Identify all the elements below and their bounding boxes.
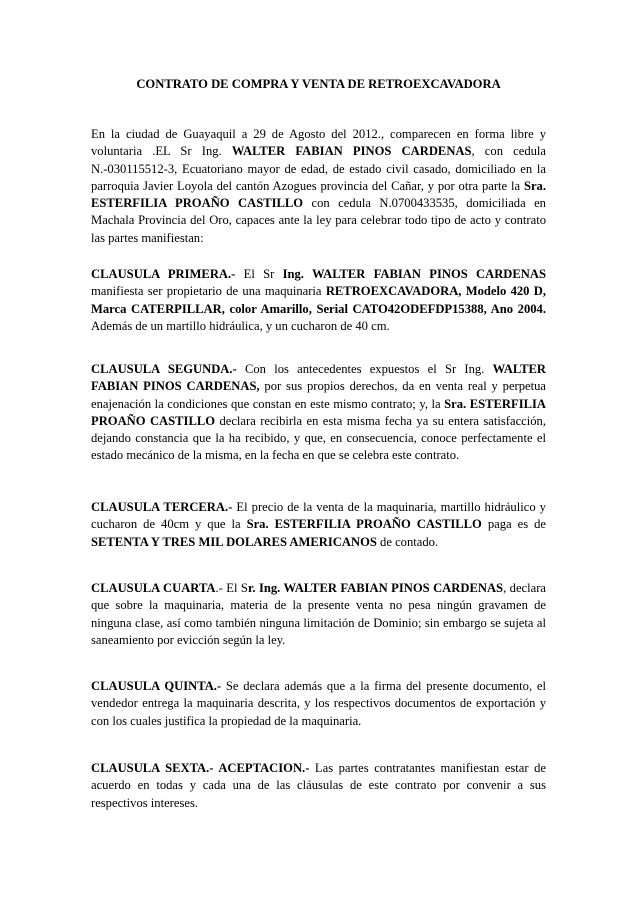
intro-text-run: , con cedula N.-030115512-3, Ecuatoriano mayor de edad, de estado civil casado, domiciliado en la parroquia Javier Loyola del cantón Azogues provincia del Cañar, y por otra parte la: [91, 144, 546, 193]
clausula-primera-bold-run: RETROEXCAVADORA, Modelo 420 D, Marca CATERPILLAR, color Amarillo, Serial CATO42ODEFDP15388, Ano 2004.: [91, 284, 547, 316]
clausula-quinta: [91, 678, 546, 730]
clausula-tercera-text-run: de contado.: [376, 534, 439, 549]
clausula-primera-text-run: El Sr: [235, 267, 283, 281]
clausula-cuarta: [91, 580, 546, 649]
clausula-segunda-text-run: por sus propios derechos, da en venta real y perpetua enajenación la condiciones que constan en este mismo contrato; y, la: [91, 379, 547, 411]
clausula-primera-text-run: Además de un martillo hidráulica, y un cucharon de 40 cm.: [91, 318, 390, 333]
clausula-tercera: [91, 499, 546, 551]
clausula-primera-bold-run: Ing. WALTER FABIAN PINOS CARDENAS: [282, 267, 546, 281]
clausula-tercera-text-run: paga es de: [481, 517, 546, 532]
clausula-primera-text-run: manifiesta ser propietario de una maquinaria: [91, 284, 326, 299]
intro-bold-run: Sra. ESTERFILIA PROAÑO CASTILLO: [91, 178, 546, 211]
clausula-sexta-bold-run: CLAUSULA SEXTA.- ACEPTACION.-: [91, 761, 310, 775]
clausula-cuarta-text-run: .- El S: [215, 581, 248, 595]
clausula-tercera-bold-run: CLAUSULA TERCERA.-: [91, 500, 233, 514]
clausula-cuarta-bold-run: CLAUSULA CUARTA: [91, 581, 216, 595]
intro-paragraph: [91, 126, 546, 247]
clausula-primera: [91, 266, 546, 335]
clausula-quinta-bold-run: CLAUSULA QUINTA.-: [91, 679, 222, 693]
clausula-quinta-text-run: Se declara además que a la firma del presente documento, el vendedor entrega la maquinaria descrita, y los respectivos documentos de exportación y con los cuales justifica la propiedad de la maquinaria.: [91, 679, 546, 728]
clausula-sexta: [91, 760, 546, 812]
clausula-tercera-bold-run: Sra. ESTERFILIA PROAÑO CASTILLO: [246, 517, 482, 532]
intro-text-run: En la ciudad de Guayaquil a 29 de Agosto del 2012., comparecen en forma libre y voluntaria .EL Sr Ing.: [91, 127, 546, 159]
clausula-tercera-text-run: El precio de la venta de la maquinaria, martillo hidráulico y cucharon de 40cm y que la: [91, 500, 546, 532]
clausula-segunda-bold-run: Sra. ESTERFILIA PROAÑO CASTILLO: [91, 396, 546, 428]
clausula-segunda: [91, 361, 546, 465]
intro-text-run: con cedula N.0700433535, domiciliada en Machala Provincia del Oro, capaces ante la ley para celebrar todo tipo de acto y contrato las partes manifiestan:: [91, 196, 546, 245]
clausula-segunda-bold-run: WALTER FABIAN PINOS CARDENAS,: [91, 362, 546, 394]
clausula-tercera-bold-run: SETENTA Y TRES MIL DOLARES AMERICANOS: [91, 534, 377, 549]
clausula-primera-bold-run: CLAUSULA PRIMERA.-: [91, 267, 236, 281]
intro-bold-run: WALTER FABIAN PINOS CARDENAS: [231, 144, 472, 159]
clausula-segunda-text-run: declara recibirla en esta misma fecha ya su entera satisfacción, dejando constancia que la ha recibido, y que, en consecuencia, conoce perfectamente el estado mecánico de la misma, en la fecha en que se celebra este contrato.: [91, 413, 547, 463]
clausula-sexta-text-run: Las partes contratantes manifiestan estar de acuerdo en todas y cada una de las cláusulas de este contrato por convenir a sus respectivos intereses.: [91, 761, 546, 810]
clausula-cuarta-bold-run: r. Ing. WALTER FABIAN PINOS CARDENAS: [247, 581, 504, 595]
clausula-segunda-bold-run: CLAUSULA SEGUNDA.-: [91, 362, 237, 376]
clausula-segunda-text-run: Con los antecedentes expuestos el Sr Ing.: [236, 362, 493, 376]
clausula-cuarta-text-run: , declara que sobre la maquinaria, materia de la presente venta no pesa ningún gravamen de ninguna clase, así como también ninguna limitación de Dominio; sin embargo se sujeta al saneamiento por evicción según la ley.: [91, 581, 546, 647]
document-title: CONTRATO DE COMPRA Y VENTA DE RETROEXCAVADORA: [136, 77, 501, 91]
